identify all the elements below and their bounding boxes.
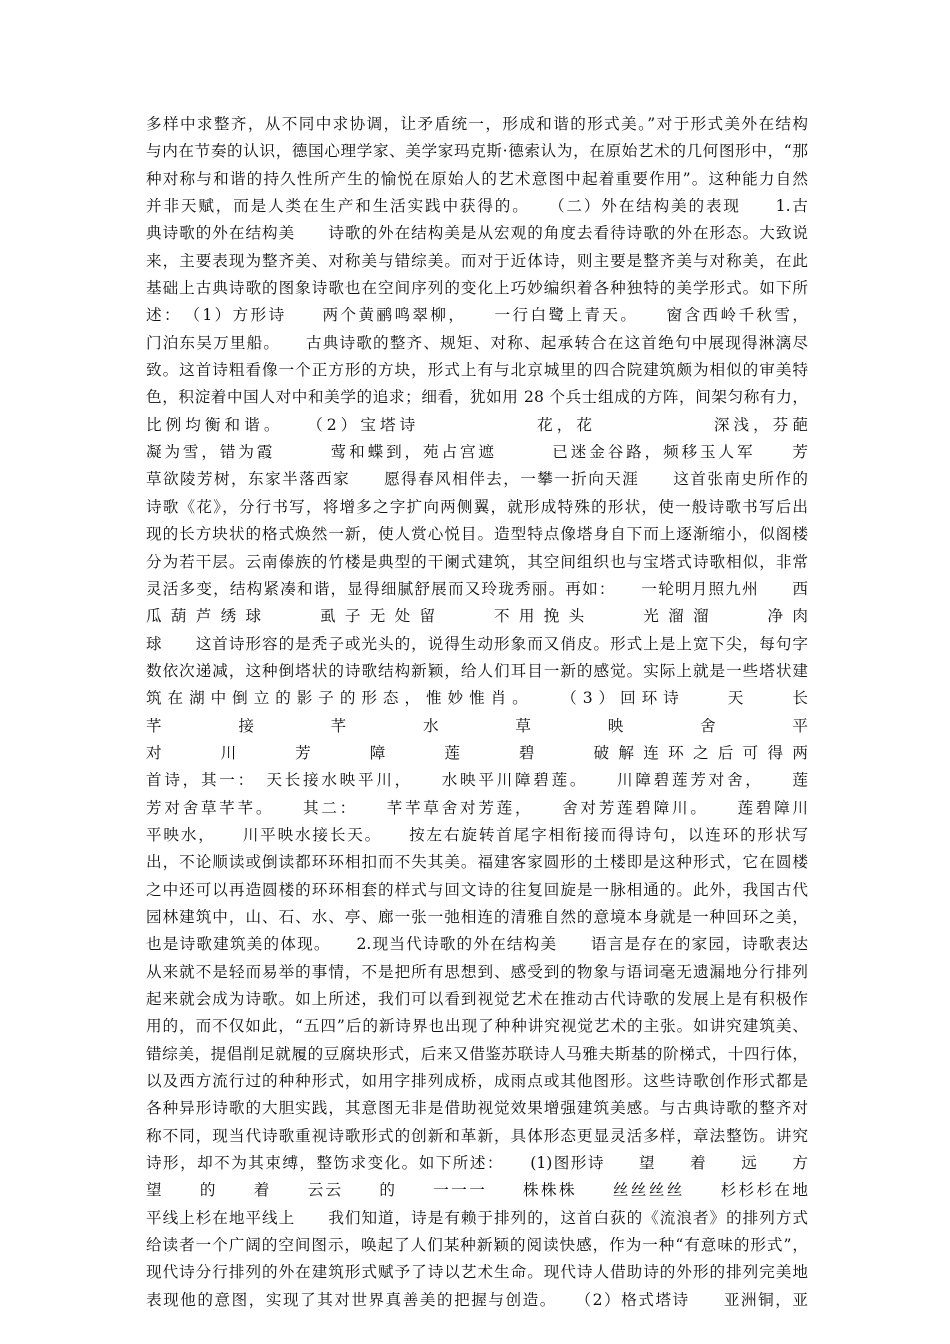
text-line: 首诗，其一： 天长接水映平川， 水映平川障碧莲。 川障碧莲芳对舍， 莲 [146,771,808,790]
text-line: 瓜葫芦绣球 虱子无处留 不用挽头 光溜溜 净肉 [146,607,808,626]
text-line: 园林建筑中，山、石、水、亭、廊一张一弛相连的清雅自然的意境本身就是一种回环之美， [146,907,808,926]
text-line: 对 川 芳 障 莲 碧 破解连环之后可得两 [146,743,808,762]
text-line: 给读者一个广阔的空间图示，唤起了人们某种新颖的阅读快感，作为一种“有意味的形式”， [146,1236,808,1255]
text-line: 基础上古典诗歌的图象诗歌也在空间序列的变化上巧妙编织着各种独特的美学形式。如下所 [146,279,808,298]
text-line: 凝为雪，错为霞 莺和蝶到，苑占宫遮 已迷金谷路，频移玉人军 芳 [146,443,808,462]
text-line: 错综美，提倡削足就履的豆腐块形式，后来又借鉴苏联诗人马雅夫斯基的阶梯式，十四行体， [146,1044,808,1063]
text-line: 之中还可以再造圆楼的环环相套的样式与回文诗的往复回旋是一脉相通的。此外，我国古代 [146,880,808,899]
text-line: 述： （1）方形诗 两个黄鹂鸣翠柳， 一行白鹭上青天。 窗含西岭千秋雪， [146,306,808,325]
text-line: 平线上杉在地平线上 我们知道，诗是有赖于排列的，这首白荻的《流浪者》的排列方式 [146,1208,808,1227]
text-line: 并非天赋，而是人类在生产和生活实践中获得的。 （二）外在结构美的表现 1.古 [146,197,808,216]
text-line: 分为若干层。云南傣族的竹楼是典型的干阑式建筑，其空间组织也与宝塔式诗歌相似，非常 [146,552,808,571]
text-line: 平映水， 川平映水接长天。 按左右旋转首尾字相衔接而得诗句，以连环的形状写 [146,825,808,844]
text-line: 致。这首诗粗看像一个正方形的方块，形式上有与北京城里的四合院建筑颇为相似的审美特 [146,361,808,380]
text-line: 数依次递减，这种倒塔状的诗歌结构新颖，给人们耳目一新的感觉。实际上就是一些塔状建 [146,661,808,680]
text-line: 典诗歌的外在结构美 诗歌的外在结构美是从宏观的角度去看待诗歌的外在形态。大致说 [146,224,808,243]
text-line: 芊 接 芊 水 草 映 舍 平 [146,716,808,735]
text-line: 筑在湖中倒立的影子的形态，惟妙惟肖。 （3）回环诗 天 长 [146,689,808,708]
text-line: 各种异形诗歌的大胆实践，其意图无非是借助视觉效果增强建筑美感。与古典诗歌的整齐对 [146,1099,808,1118]
text-line: 芳对舍草芊芊。 其二： 芊芊草舍对芳莲， 舍对芳莲碧障川。 莲碧障川 [146,798,808,817]
text-line: 用的，而不仅如此，“五四”后的新诗界也出现了种种讲究视觉艺术的主张。如讲究建筑美、 [146,1017,808,1036]
text-line: 表现他的意图，实现了其对世界真善美的把握与创造。 （2）格式塔诗 亚洲铜，亚 [146,1290,808,1309]
text-line: 起来就会成为诗歌。如上所述，我们可以看到视觉艺术在推动古代诗歌的发展上是有积极作 [146,990,808,1008]
text-line: 现代诗分行排列的外在建筑形式赋予了诗以艺术生命。现代诗人借助诗的外形的排列完美地 [146,1263,808,1282]
text-line: 门泊东吴万里船。 古典诗歌的整齐、规矩、对称、起承转合在这首绝句中展现得淋漓尽 [146,333,808,352]
text-line: 也是诗歌建筑美的体现。 2.现当代诗歌的外在结构美 语言是存在的家园，诗歌表达 [146,935,808,954]
text-line: 球 这首诗形容的是秃子或光头的，说得生动形象而又俏皮。形式上是上宽下尖，每句字 [146,634,808,653]
text-line: 诗形，却不为其束缚，整饬求变化。如下所述： (1)图形诗 望 着 远 方 [146,1154,808,1173]
text-line: 以及西方流行过的种种形式，如用字排列成桥，成雨点或其他图形。这些诗歌创作形式都是 [146,1072,808,1091]
text-line: 种对称与和谐的持久性所产生的愉悦在原始人的艺术意图中起着重要作用”。这种能力自然 [146,169,808,188]
text-line: 灵活多变，结构紧凑和谐，显得细腻舒展而又玲珑秀丽。再如： 一轮明月照九州 西 [146,579,808,598]
text-line: 望 的 着 云云 的 一一一 株株株 丝丝丝丝 杉杉杉在地 [146,1181,808,1200]
text-line: 称不同，现当代诗歌重视诗歌形式的创新和革新，具体形态更显灵活多样，章法整饬。讲究 [146,1126,808,1145]
text-line: 出，不论顺读或倒读都环环相扣而不失其美。福建客家圆形的土楼即是这种形式，它在圆楼 [146,853,808,872]
body-text [146,111,808,1314]
text-line: 从来就不是轻而易举的事情，不是把所有思想到、感受到的物象与语词毫无遗漏地分行排列 [146,962,808,981]
text-line: 多样中求整齐，从不同中求协调，让矛盾统一，形成和谐的形式美。”对于形式美外在结构 [146,115,808,133]
text-line: 与内在节奏的认识，德国心理学家、美学家玛克斯·德索认为，在原始艺术的几何图形中，“那 [146,142,808,161]
text-line: 色，积淀着中国人对中和美学的追求；细看，犹如用 28 个兵士组成的方阵，间架匀称有力， [146,388,808,407]
text-line: 来，主要表现为整齐美、对称美与错综美。而对于近体诗，则主要是整齐美与对称美，在此 [146,251,808,270]
text-line: 诗歌《花》，分行书写，将增多之字扩向两侧翼，就形成特殊的形状，使一般诗歌书写后出 [146,497,808,516]
text-line: 草欲陵芳树，东家半落西家 愿得春风相伴去，一攀一折向天涯 这首张南史所作的 [146,470,808,489]
text-line: 现的长方块状的格式焕然一新，使人赏心悦目。造型特点像塔身自下而上逐渐缩小，似阁楼 [146,525,808,544]
text-line: 比例均衡和谐。 （2）宝塔诗 花，花 深浅，芬葩 [146,415,808,434]
